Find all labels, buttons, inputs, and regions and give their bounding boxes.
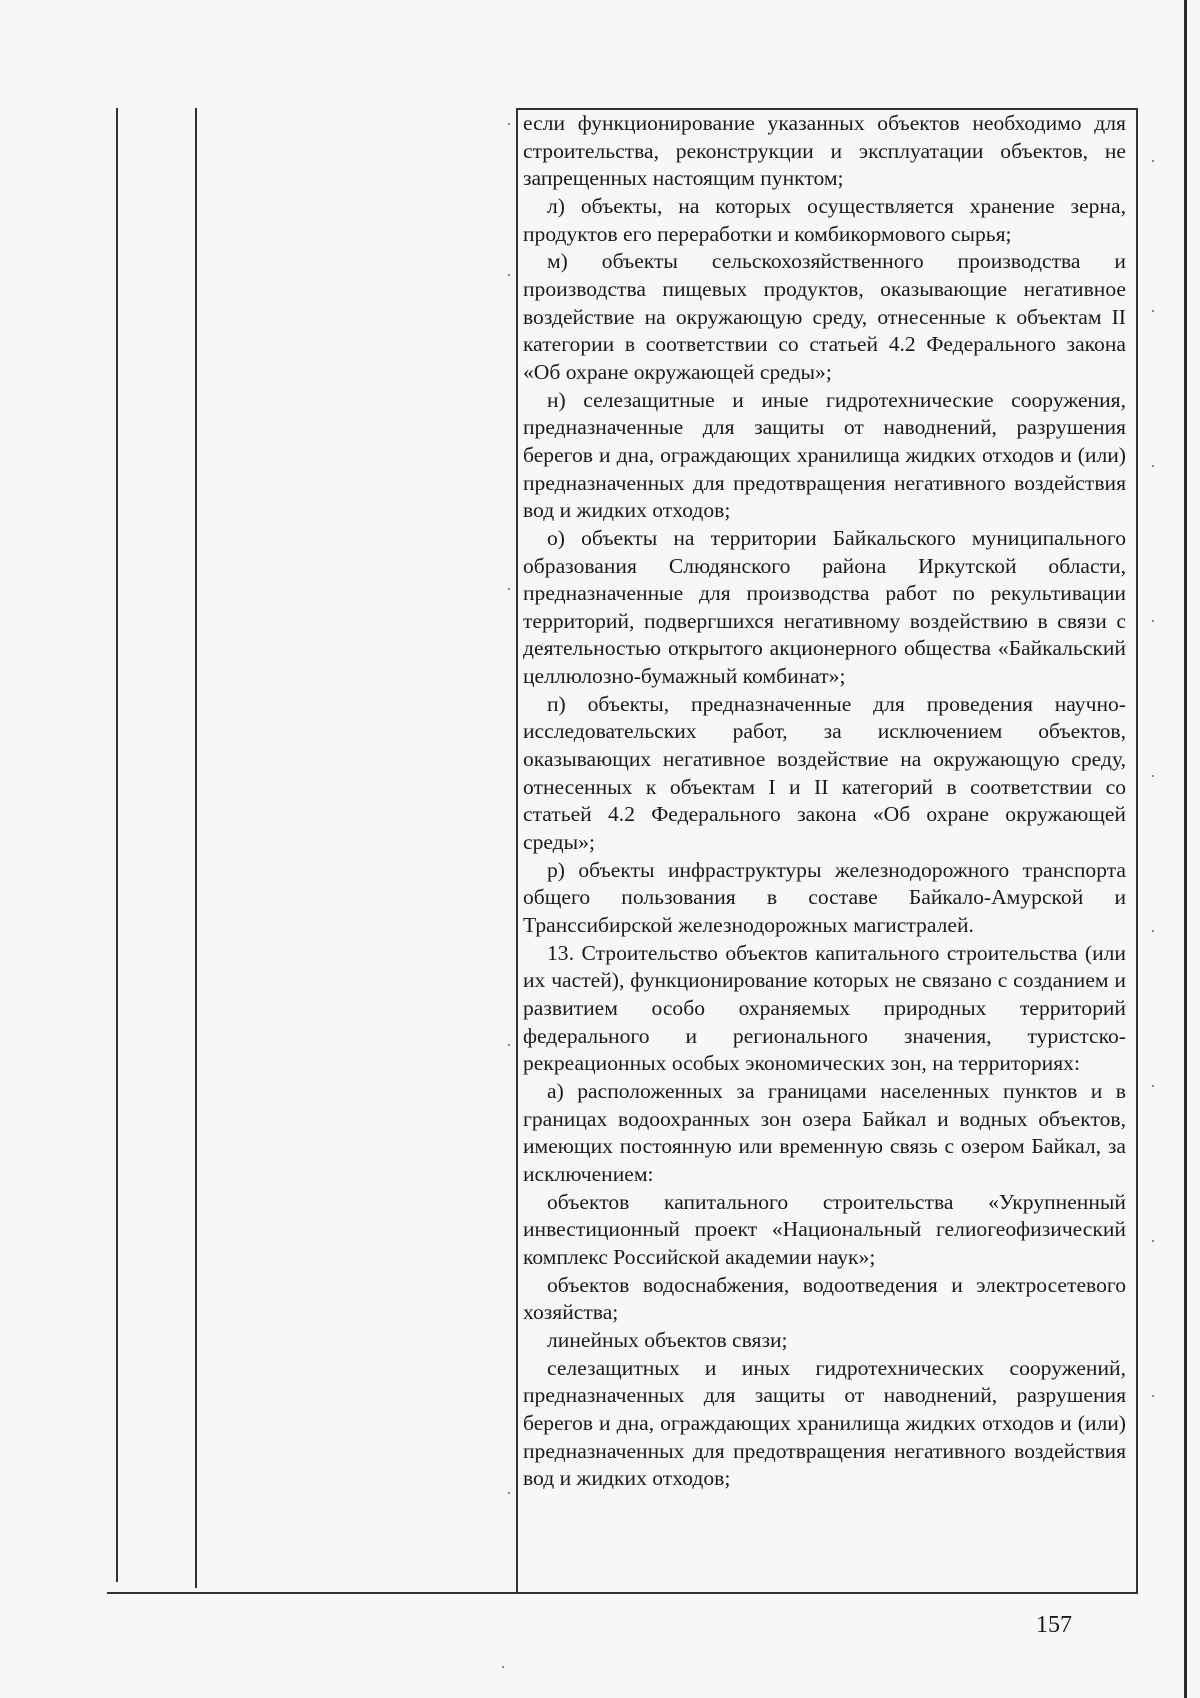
paragraph: объектов капитального строительства «Укрупненный инвестиционный проект «Национальный гелиогеофизический комплекс Российской академии наук»; <box>523 1189 1126 1269</box>
scan-speck <box>1152 930 1154 932</box>
paragraph: объектов водоснабжения, водоотведения и электросетевого хозяйства; <box>523 1272 1126 1325</box>
paragraph: а) расположенных за границами населенных пунктов и в границах водоохранных зон озера Байкал и водных объектов, имеющих постоянную или временную связь с озером Байкал, за исключением: <box>523 1078 1126 1186</box>
table-column-border <box>195 108 197 1588</box>
scan-speck <box>1152 620 1154 622</box>
paragraph: н) селезащитные и иные гидротехнические сооружения, предназначенные для защиты от наводнений, разрушения берегов и дна, ограждающих хранилища жидких отходов и (или) предназначенных для предотвращения негативного воздействия вод и жидких отходов; <box>523 387 1126 523</box>
scan-speck <box>508 1492 510 1494</box>
scan-edge-line <box>1184 0 1187 1698</box>
paragraph: п) объекты, предназначенные для проведения научно-исследовательских работ, за исключением объектов, оказывающих негативное воздействие на окружающую среду, отнесенных к объектам I и II категорий в соответствии со статьей 4.2 Федерального закона «Об охране окружающей среды»; <box>523 691 1126 855</box>
paragraph: если функционирование указанных объектов необходимо для строительства, реконструкции и эксплуатации объектов, не запрещенных настоящим пунктом; <box>523 111 1126 191</box>
scan-speck <box>508 1044 510 1046</box>
scan-speck <box>1152 775 1154 777</box>
paragraph: м) объекты сельскохозяйственного производства и производства пищевых продуктов, оказывающие негативное воздействие на окружающую среду, отнесенные к объектам II категории в соответствии со статьей 4.2 Федерального закона «Об охране окружающей среды»; <box>523 249 1126 384</box>
scan-speck <box>1152 1085 1154 1087</box>
scan-speck <box>1152 1240 1154 1242</box>
paragraph: линейных объектов связи; <box>547 1327 788 1352</box>
scan-speck <box>502 1666 504 1668</box>
table-column-border <box>116 108 118 1582</box>
page-number: 157 <box>1036 1612 1072 1638</box>
scan-speck <box>508 274 510 276</box>
paragraph: р) объекты инфраструктуры железнодорожного транспорта общего пользования в составе Байкало-Амурской и Транссибирской железнодорожных магистралей. <box>523 857 1126 938</box>
table-column-border <box>1136 108 1138 1594</box>
scan-speck <box>1152 1395 1154 1397</box>
scan-speck <box>1152 465 1154 467</box>
table-column-border <box>516 108 518 1594</box>
scan-speck <box>1152 310 1154 312</box>
scan-speck <box>508 123 510 125</box>
table-bottom-border <box>107 1592 1138 1594</box>
table-text-cell <box>523 110 1126 1590</box>
paragraph: 13. Строительство объектов капитального строительства (или их частей), функционирование которых не связано с созданием и развитием особо охраняемых природных территорий федерального и регионального значения, туристско-рекреационных особых экономических зон, на территориях: <box>523 940 1126 1076</box>
paragraph: селезащитных и иных гидротехнических сооружений, предназначенных для защиты от наводнений, разрушения берегов и дна, ограждающих хранилища жидких отходов и (или) предназначенных для предотвращения негативного воздействия вод и жидких отходов; <box>523 1355 1126 1491</box>
paragraph: о) объекты на территории Байкальского муниципального образования Слюдянского района Иркутской области, предназначенные для производства работ по рекультивации территорий, подвергшихся негативному воздействию в связи с деятельностью открытого акционерного общества «Байкальский целлюлозно-бумажный комбинат»; <box>523 525 1126 689</box>
scan-speck <box>508 588 510 590</box>
scan-speck <box>1152 160 1154 162</box>
paragraph: л) объекты, на которых осуществляется хранение зерна, продуктов его переработки и комбикормового сырья; <box>523 193 1126 246</box>
